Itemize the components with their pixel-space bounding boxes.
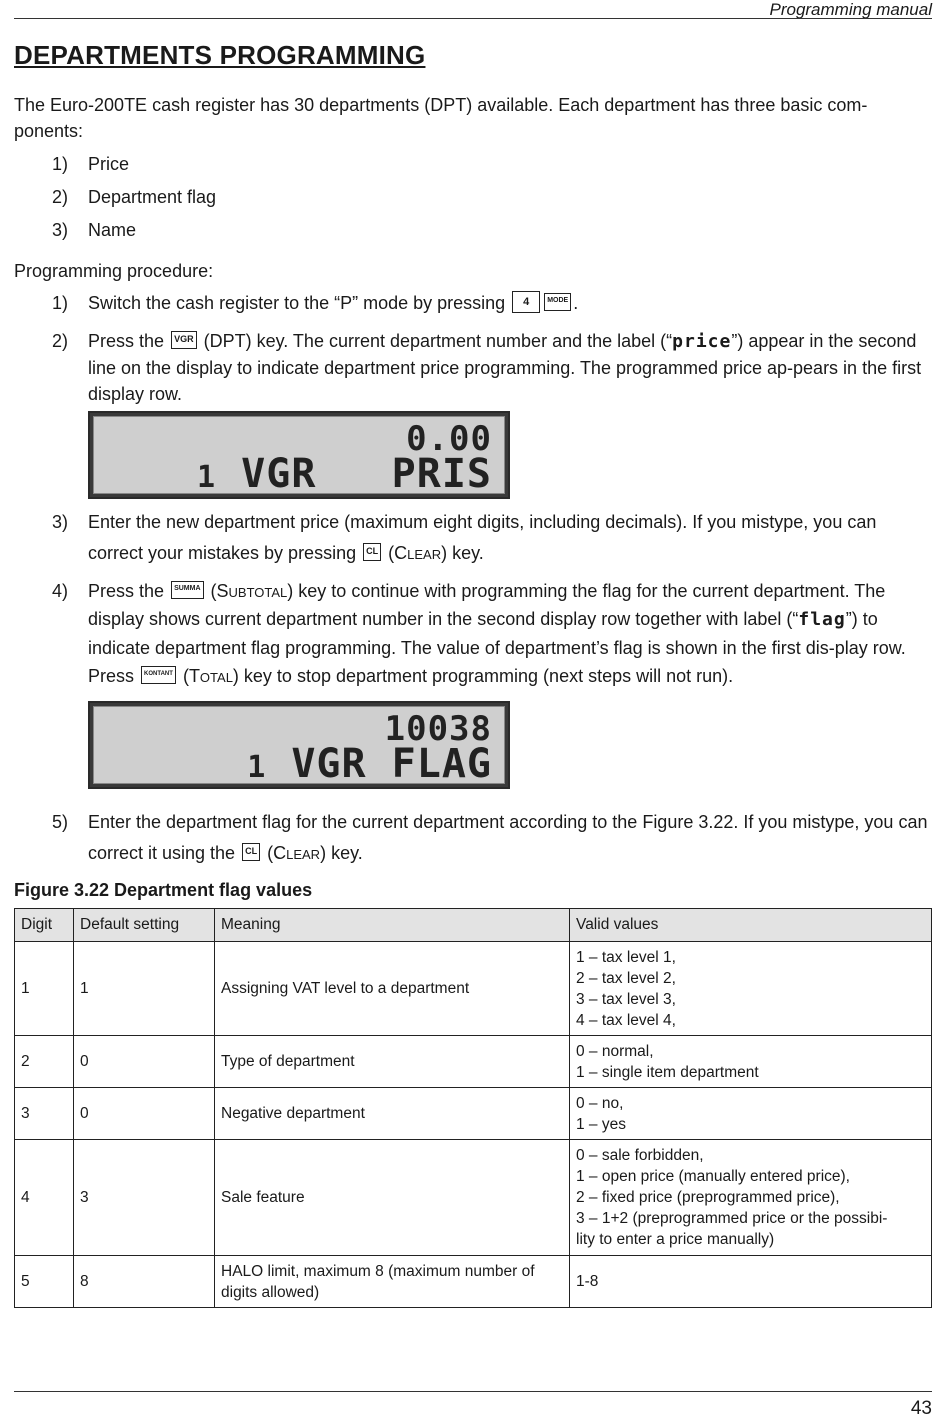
value-line: 2 – tax level 2, bbox=[576, 969, 676, 987]
item-text: Price bbox=[88, 154, 130, 174]
cell-digit: 5 bbox=[15, 1256, 74, 1308]
running-head: Programming manual bbox=[769, 0, 932, 19]
cell-meaning: HALO limit, maximum 8 (maximum number of digits allowed) bbox=[215, 1256, 570, 1308]
total-key-name: Total bbox=[188, 666, 233, 686]
intro-paragraph: The Euro-200TE cash register has 30 departments (DPT) available. Each department has three basic com-ponents: bbox=[14, 95, 868, 141]
item-text: Name bbox=[88, 220, 137, 240]
value-line: 1 – single item department bbox=[576, 1063, 759, 1081]
lcd-row-2-text: VGR FLAG bbox=[266, 741, 492, 787]
lcd-display-price bbox=[88, 411, 510, 499]
lcd-label-price: price bbox=[672, 331, 732, 352]
cell-values bbox=[570, 1088, 932, 1140]
key-4-icon: 4 bbox=[512, 291, 540, 313]
step-text-part: Enter the new department price (maximum eight digits, including decimals). If you mistype, you can correct your mistakes by pressing bbox=[88, 512, 877, 563]
value-line: 1-8 bbox=[576, 1273, 599, 1290]
step-text-part: Switch the cash register to the “P” mode by pressing bbox=[88, 293, 506, 313]
lcd-label-flag: flag bbox=[798, 609, 846, 630]
step-text-part: ) key to continue with programming the flag for the current department. The display shows current department number in the second display row together with label (“ bbox=[88, 581, 886, 629]
step-number: 1) bbox=[52, 293, 69, 313]
lcd-dept-number: 1 bbox=[247, 750, 267, 785]
step-number: 4) bbox=[52, 581, 69, 601]
step-text-part: ( bbox=[267, 843, 274, 863]
vgr-key-icon: VGR bbox=[171, 331, 197, 349]
page-number: 43 bbox=[910, 1398, 932, 1419]
step-text bbox=[88, 290, 932, 316]
item-number: 1) bbox=[52, 154, 69, 174]
value-line: 3 – 1+2 (preprogrammed price or the possibi- bbox=[576, 1210, 888, 1227]
clear-key-icon: CL bbox=[242, 843, 260, 861]
cell-digit: 4 bbox=[15, 1140, 74, 1256]
column-header: Default setting bbox=[74, 909, 215, 942]
lcd-row-2-text: VGR PRIS bbox=[216, 451, 492, 497]
lcd-dept-number: 1 bbox=[197, 460, 217, 495]
cell-values bbox=[570, 1140, 932, 1256]
footer-rule bbox=[14, 1391, 932, 1392]
lcd-row-2 bbox=[247, 741, 492, 787]
summa-key-icon: SUMMA bbox=[171, 581, 203, 599]
table-row bbox=[15, 1256, 932, 1308]
step-text-part: Press the bbox=[88, 581, 165, 601]
column-header: Meaning bbox=[215, 909, 570, 942]
step-number: 2) bbox=[52, 331, 69, 351]
value-line: 1 – open price (manually entered price), bbox=[576, 1168, 850, 1185]
cell-digit: 3 bbox=[15, 1088, 74, 1140]
value-line: 0 – sale forbidden, bbox=[576, 1147, 704, 1164]
cell-default: 0 bbox=[74, 1036, 215, 1088]
table-row bbox=[15, 1140, 932, 1256]
lcd-row-1: 10038 bbox=[384, 709, 492, 749]
item-number: 3) bbox=[52, 220, 69, 240]
step-text-part: ”) appear in the second line on the display to indicate department price programming. The programmed price ap-pears in the first display row. bbox=[88, 331, 922, 404]
clear-key-icon: CL bbox=[363, 543, 381, 561]
item-number: 2) bbox=[52, 187, 69, 207]
clear-key-name: Clear bbox=[273, 843, 321, 863]
lcd-row-2 bbox=[197, 451, 492, 497]
table-row bbox=[15, 1036, 932, 1088]
cell-default: 3 bbox=[74, 1140, 215, 1256]
table-row bbox=[15, 942, 932, 1036]
value-line: 2 – fixed price (preprogrammed price), bbox=[576, 1189, 840, 1206]
cell-default: 8 bbox=[74, 1256, 215, 1308]
step-text-part: ) key. bbox=[320, 843, 363, 863]
lcd-screen bbox=[93, 706, 505, 787]
step-text-part: ( bbox=[210, 581, 217, 601]
cell-meaning: Sale feature bbox=[215, 1140, 570, 1256]
cell-digit: 1 bbox=[15, 942, 74, 1036]
cell-default: 0 bbox=[74, 1088, 215, 1140]
cell-digit: 2 bbox=[15, 1036, 74, 1088]
step-text-part: Enter the department flag for the current department according to the Figure 3.22. If you mistype, you can correct it using the bbox=[88, 812, 928, 863]
lcd-display-flag bbox=[88, 701, 510, 789]
step-text-part: ) key. bbox=[441, 543, 484, 563]
procedure-heading: Programming procedure: bbox=[14, 261, 214, 281]
step-text-part: Press the bbox=[88, 331, 165, 351]
value-line: lity to enter a price manually) bbox=[576, 1231, 775, 1248]
department-flag-table bbox=[14, 908, 932, 1308]
value-line: 4 – tax level 4, bbox=[576, 1011, 676, 1029]
clear-key-name: Clear bbox=[394, 543, 442, 563]
column-header: Valid values bbox=[570, 909, 932, 942]
lcd-screen bbox=[93, 416, 505, 497]
step-number: 5) bbox=[52, 812, 69, 832]
step-text bbox=[88, 807, 932, 869]
step-text bbox=[88, 328, 932, 407]
lcd-row-1: 0.00 bbox=[406, 419, 492, 459]
column-header: Digit bbox=[15, 909, 74, 942]
step-text-part: ( bbox=[182, 666, 189, 686]
kontant-key-icon: KONTANT bbox=[141, 666, 176, 684]
cell-values bbox=[570, 942, 932, 1036]
value-line: 0 – normal, bbox=[576, 1042, 654, 1060]
value-line: 1 – tax level 1, bbox=[576, 948, 676, 966]
value-line: 1 – yes bbox=[576, 1115, 626, 1133]
item-text: Department flag bbox=[88, 187, 217, 207]
step-number: 3) bbox=[52, 512, 69, 532]
subtotal-key-name: Subtotal bbox=[216, 581, 288, 601]
cell-meaning: Assigning VAT level to a department bbox=[215, 942, 570, 1036]
table-header-row bbox=[15, 909, 932, 942]
header-rule bbox=[14, 18, 932, 19]
cell-default: 1 bbox=[74, 942, 215, 1036]
table-row bbox=[15, 1088, 932, 1140]
cell-meaning: Type of department bbox=[215, 1036, 570, 1088]
mode-key-icon: MODE bbox=[544, 293, 571, 311]
step-text-part: (DPT) key. The current department number and the label (“ bbox=[203, 331, 673, 351]
value-line: 3 – tax level 3, bbox=[576, 990, 676, 1008]
step-text-part: ) key to stop department programming (next steps will not run). bbox=[232, 666, 734, 686]
cell-meaning: Negative department bbox=[215, 1088, 570, 1140]
cell-values bbox=[570, 1256, 932, 1308]
step-text bbox=[88, 507, 932, 569]
step-text-part: . bbox=[573, 293, 579, 313]
step-text-part: ”) to indicate department flag programming. The value of department’s flag is shown in the first dis-play row. Press bbox=[88, 609, 906, 686]
page-title: DEPARTMENTS PROGRAMMING bbox=[14, 40, 426, 70]
value-line: 0 – no, bbox=[576, 1094, 624, 1112]
step-text-part: ( bbox=[388, 543, 395, 563]
step-text bbox=[88, 577, 932, 690]
cell-values bbox=[570, 1036, 932, 1088]
figure-caption: Figure 3.22 Department flag values bbox=[14, 880, 313, 900]
